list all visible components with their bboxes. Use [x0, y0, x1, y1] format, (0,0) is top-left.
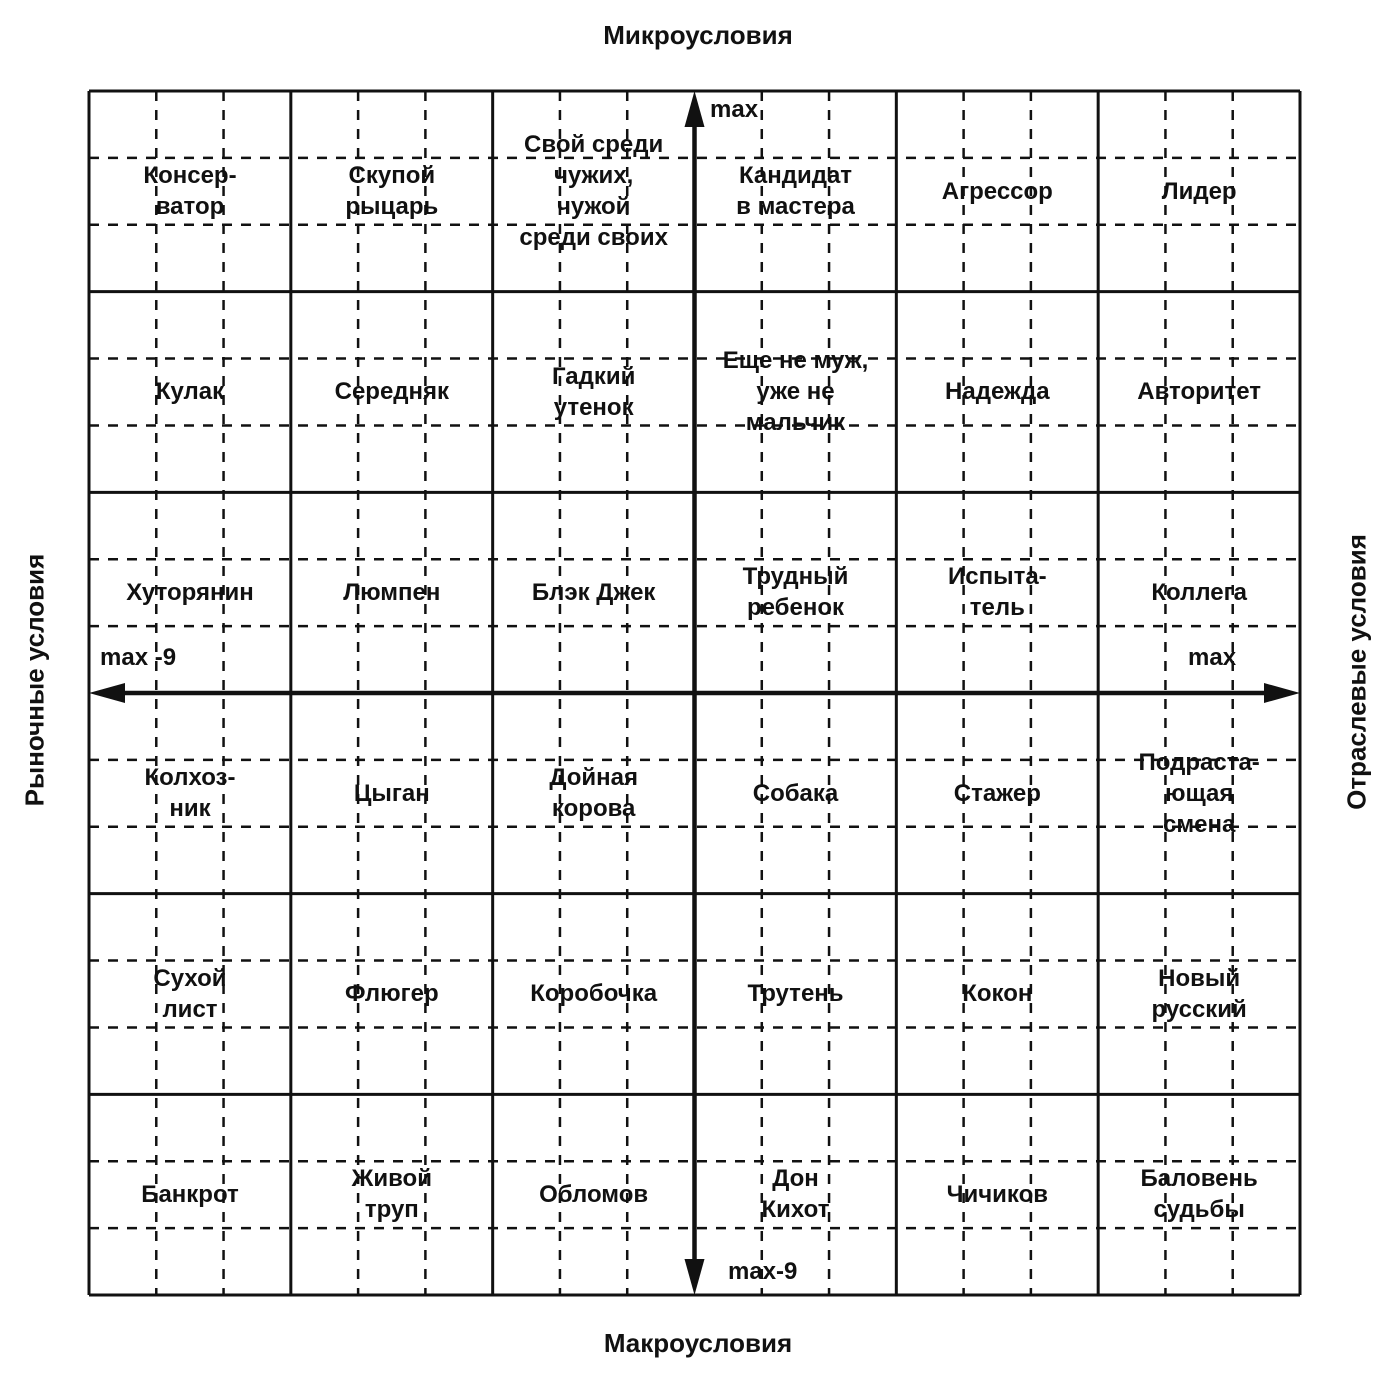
matrix-cell	[89, 1094, 291, 1294]
matrix-cell	[291, 693, 493, 893]
cell-label: Дойная корова	[549, 764, 638, 822]
matrix-cell	[89, 693, 291, 893]
horizontal-axis-max-label: max	[1188, 644, 1237, 671]
matrix-cell	[493, 292, 695, 492]
matrix-cell	[896, 894, 1098, 1094]
cell-label: Колхоз- ник	[144, 764, 236, 822]
cell-label: Трутень	[747, 980, 844, 1008]
vertical-axis-max-label: max	[710, 96, 759, 123]
cell-label: Испыта- тель	[947, 563, 1047, 622]
matrix-cell	[291, 894, 493, 1094]
matrix-cell	[291, 1094, 493, 1294]
cell-label: Кокон	[962, 980, 1033, 1008]
matrix-cell	[896, 91, 1098, 291]
cell-label: Стажер	[953, 779, 1041, 807]
matrix-cell	[1098, 1094, 1300, 1294]
cell-label: Еще не муж, уже не мальчик	[722, 347, 869, 437]
cell-label: Блэк Джек	[531, 578, 656, 606]
matrix-cell	[493, 91, 695, 291]
cell-label: Чичиков	[946, 1180, 1049, 1208]
cell-label: Обломов	[539, 1180, 649, 1208]
axis-title-right: Отраслевые условия	[1341, 534, 1372, 810]
cell-label: Подраста- ющая смена	[1138, 748, 1260, 838]
cell-label: Коробочка	[530, 980, 658, 1008]
cell-label: Флюгер	[345, 980, 439, 1008]
matrix-cell	[291, 91, 493, 291]
cell-label: Надежда	[945, 378, 1050, 406]
matrix-cell	[1098, 894, 1300, 1094]
matrix-cell	[493, 1094, 695, 1294]
cell-label: Середняк	[334, 378, 450, 406]
cell-label: Скупой рыцарь	[345, 162, 439, 220]
cell-label: Авторитет	[1137, 378, 1262, 406]
matrix-cell	[291, 292, 493, 492]
cell-label: Собака	[752, 779, 839, 807]
matrix-cell	[493, 894, 695, 1094]
cell-label: Лидер	[1161, 177, 1237, 205]
cell-label: Гадкий утенок	[551, 362, 636, 421]
matrix-cell	[1098, 91, 1300, 291]
matrix-cell	[291, 492, 493, 692]
matrix-cell	[89, 292, 291, 492]
matrix-cell	[695, 894, 897, 1094]
cell-label: Агрессор	[941, 177, 1053, 205]
matrix-cell	[695, 292, 897, 492]
matrix-cell	[493, 492, 695, 692]
cell-label: Трудный ребенок	[742, 563, 849, 622]
matrix-cell	[695, 693, 897, 893]
matrix-cell	[896, 292, 1098, 492]
cell-label: Свой среди чужих, чужой среди своих	[519, 131, 668, 251]
cell-label: Люмпен	[343, 578, 441, 606]
cell-label: Банкрот	[141, 1180, 239, 1208]
vertical-axis-min-label: max-9	[728, 1258, 798, 1285]
cell-label: Кулак	[155, 378, 225, 406]
cell-label: Дон Кихот	[761, 1165, 830, 1224]
axis-title-bottom: Макроусловия	[603, 1328, 793, 1358]
cell-label: Кандидат в мастера	[736, 162, 855, 220]
matrix-cell	[1098, 693, 1300, 893]
horizontal-axis-min-label: max -9	[100, 644, 177, 671]
cell-label: Хуторянин	[126, 578, 254, 606]
axis-title-top: Микроусловия	[603, 20, 793, 50]
matrix-cell	[896, 1094, 1098, 1294]
matrix-cell	[695, 492, 897, 692]
matrix-cell	[1098, 292, 1300, 492]
matrix-cell	[896, 492, 1098, 692]
cell-label: Новый русский	[1151, 964, 1247, 1023]
cell-label: Баловень судьбы	[1140, 1165, 1258, 1224]
matrix-cell	[896, 693, 1098, 893]
matrix-cell	[89, 894, 291, 1094]
cell-label: Живой труп	[351, 1165, 432, 1224]
cell-label: Цыган	[353, 779, 430, 807]
matrix-cell	[89, 91, 291, 291]
cell-label: Сухой лист	[153, 964, 227, 1023]
cell-label: Консер- ватор	[143, 162, 237, 220]
axis-title-left: Рыночные условия	[19, 553, 50, 807]
matrix-cell	[493, 693, 695, 893]
cell-label: Коллега	[1151, 578, 1247, 606]
